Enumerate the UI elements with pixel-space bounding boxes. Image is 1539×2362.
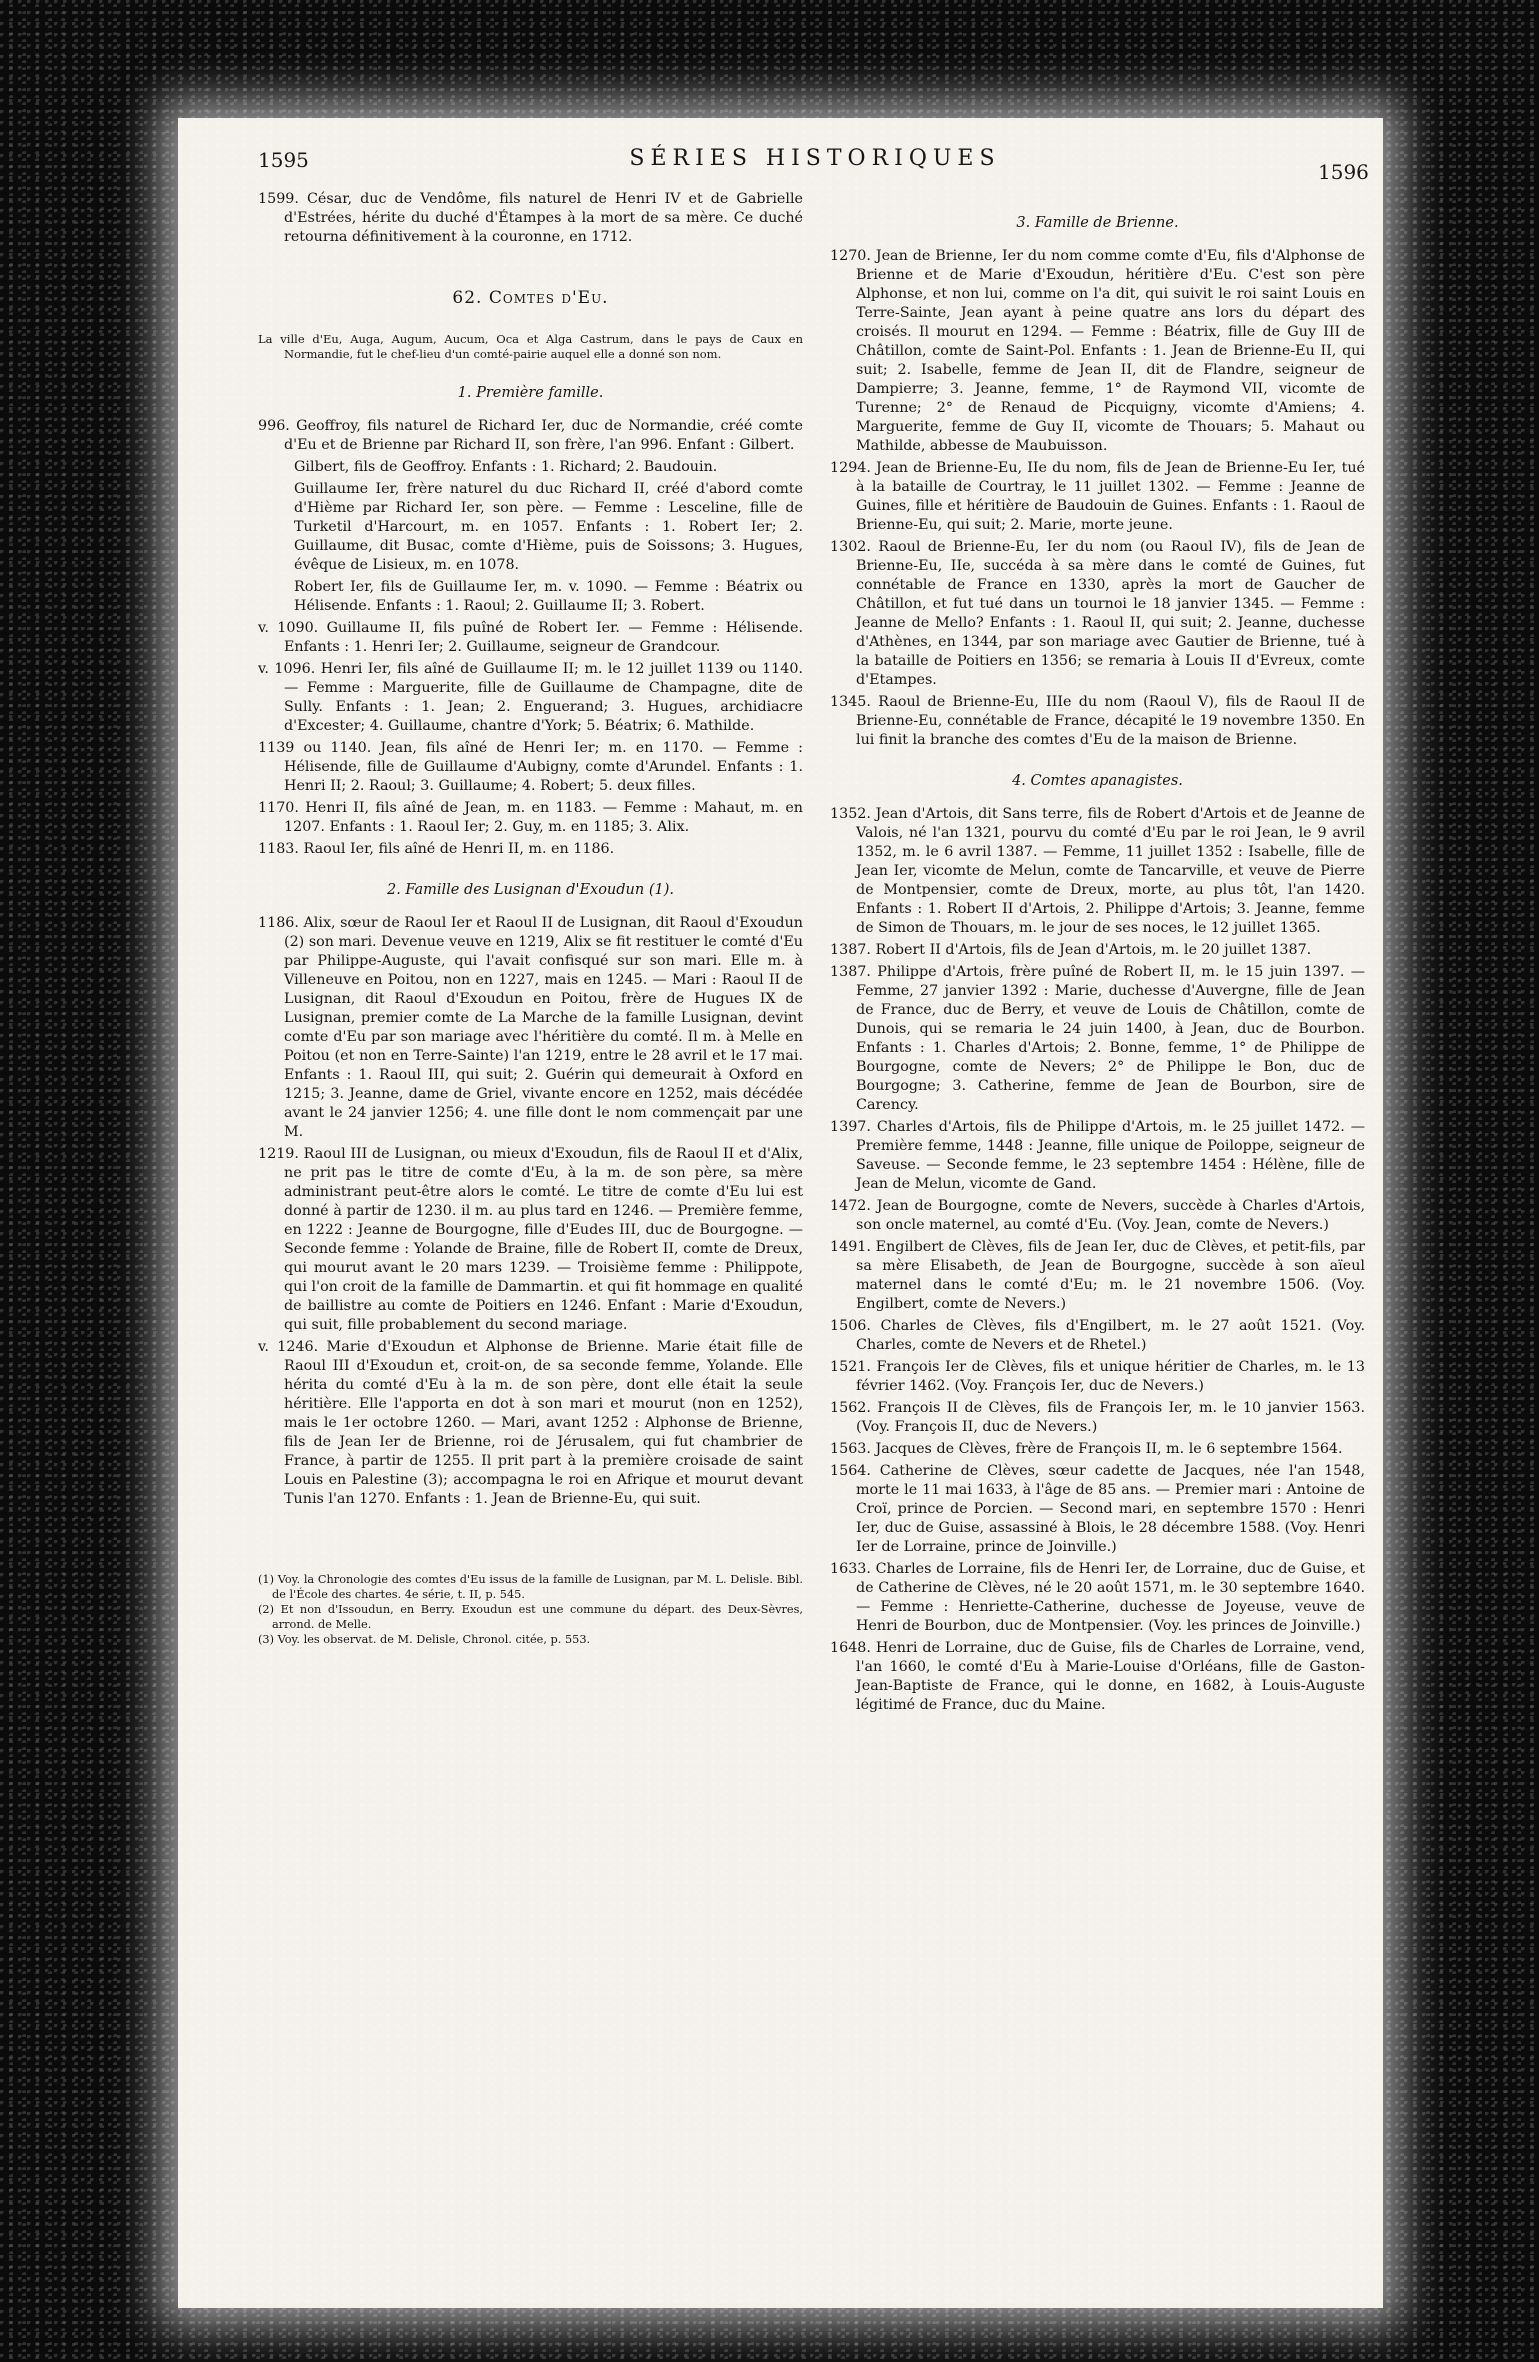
entry: 1387. Robert II d'Artois, fils de Jean d'Artois, m. le 20 juillet 1387. bbox=[830, 942, 1312, 958]
entry: 1387. Philippe d'Artois, frère puîné de Robert II, m. le 15 juin 1397. — Femme, 27 janvier 1392 : Marie, duchesse d'Auvergne, fille de Jean de France, duc de Berry, et veuve de Louis de Châtillon, comte de Dunois, qui se remaria le 24 juin 1400, à Jean, duc de Bourbon. Enfants : 1. Charles d'Artois; 2. Bonne, femme, 1° de Philippe de Bourgogne, comte de Nevers; 2° de Philippe le Bon, duc de Bourgogne; 3. Catherine, femme de Jean de Bourbon, sire de Carency. bbox=[830, 964, 1365, 1113]
family4-title: 4. Comtes apanagistes. bbox=[1012, 773, 1183, 789]
entry: 1562. François II de Clèves, fils de François Ier, m. le 10 janvier 1563. (Voy. François II, duc de Nevers.) bbox=[830, 1400, 1365, 1435]
entry: Robert Ier, fils de Guillaume Ier, m. v. 1090. — Femme : Béatrix ou Hélisende. Enfants : 1. Raoul; 2. Guillaume II; 3. Robert. bbox=[294, 579, 803, 614]
right-column bbox=[830, 214, 1365, 1718]
entry: 1648. Henri de Lorraine, duc de Guise, fils de Charles de Lorraine, vend, l'an 1660, le comté d'Eu à Marie-Louise d'Orléans, fille de Gaston-Jean-Baptiste de France, qui le donne, en 1682, à Louis-Auguste légitimé de France, duc du Maine. bbox=[830, 1640, 1365, 1713]
entry: 1302. Raoul de Brienne-Eu, Ier du nom (ou Raoul IV), fils de Jean de Brienne-Eu, IIe, succéda à sa mère dans le comté de Guines, fut connétable de France en 1330, après la mort de Gaucher de Châtillon, et fut tué dans un tournoi le 18 janvier 1345. — Femme : Jeanne de Mello? Enfants : 1. Raoul II, qui suit; 2. Jeanne, duchesse d'Athènes, en 1344, par son mariage avec Gautier de Brienne, tué à la bataille de Poitiers en 1356; se remaria à Louis II d'Evreux, comte d'Etampes. bbox=[830, 539, 1365, 688]
entry: 1564. Catherine de Clèves, sœur cadette de Jacques, née l'an 1548, morte le 11 mai 1633, à l'âge de 85 ans. — Premier mari : Antoine de Croï, prince de Porcien. — Second mari, en septembre 1570 : Henri Ier, duc de Guise, assassiné à Blois, le 28 décembre 1588. (Voy. Henri Ier de Lorraine, prince de Joinville.) bbox=[830, 1463, 1365, 1555]
entry: 996. Geoffroy, fils naturel de Richard Ier, duc de Normandie, créé comte d'Eu et de Brienne par Richard II, son frère, l'an 996. Enfant : Gilbert. bbox=[258, 418, 803, 453]
entry: v. 1090. Guillaume II, fils puîné de Robert Ier. — Femme : Hélisende. Enfants : 1. Henri Ier; 2. Guillaume, seigneur de Grandcour. bbox=[258, 620, 803, 655]
entry: Guillaume Ier, frère naturel du duc Richard II, créé d'abord comte d'Hième par Richard Ier, son père. — Femme : Lesceline, fille de Turketil d'Harcourt, m. en 1057. Enfants : 1. Robert Ier; 2. Guillaume, dit Busac, comte d'Hième, puis de Soissons; 3. Hugues, évêque de Lisieux, m. en 1078. bbox=[294, 481, 803, 573]
footnotes bbox=[258, 1573, 803, 1648]
entry: 1270. Jean de Brienne, Ier du nom comme comte d'Eu, fils d'Alphonse de Brienne et de Marie d'Exoudun, héritière d'Eu. C'est son père Alphonse, et non lui, comme on l'a dit, qui suivit le roi saint Louis en Terre-Sainte, Jean ayant à peine quatre ans lors du départ des croisés. Il mourut en 1294. — Femme : Béatrix, fille de Guy III de Châtillon, comte de Saint-Pol. Enfants : 1. Jean de Brienne-Eu II, qui suit; 2. Isabelle, femme de Jean II, dit de Flandre, seigneur de Dampierre; 3. Jeanne, femme, 1° de Raymond VII, vicomte de Turenne; 2° de Renaud de Picquigny, vicomte d'Amiens; 4. Marguerite, femme de Guy II, vicomte de Thouars; 5. Mahaut ou Mathilde, abbesse de Maubuisson. bbox=[830, 248, 1365, 454]
footnote: (1) Voy. la Chronologie des comtes d'Eu issus de la famille de Lusignan, par M. L. Delisle. Bibl. de l'École des chartes. 4e série, t. II, p. 545. bbox=[258, 1573, 803, 1601]
family3-title: 3. Famille de Brienne. bbox=[1016, 215, 1179, 231]
entry: Gilbert, fils de Geoffroy. Enfants : 1. Richard; 2. Baudouin. bbox=[294, 459, 718, 475]
entry: 1397. Charles d'Artois, fils de Philippe d'Artois, m. le 25 juillet 1472. — Première femme, 1448 : Jeanne, fille unique de Poiloppe, seigneur de Saveuse. — Seconde femme, le 23 septembre 1454 : Hélène, fille de Jean de Melun, vicomte de Gand. bbox=[830, 1119, 1365, 1192]
entry: 1294. Jean de Brienne-Eu, IIe du nom, fils de Jean de Brienne-Eu Ier, tué à la bataille de Courtray, le 11 juillet 1302. — Femme : Jeanne de Guines, fille et héritière de Baudouin de Guines. Enfants : 1. Raoul de Brienne-Eu, qui suit; 2. Marie, morte jeune. bbox=[830, 460, 1365, 533]
left-column bbox=[258, 190, 803, 1649]
running-title: SÉRIES HISTORIQUES bbox=[629, 146, 1001, 171]
footnote: (3) Voy. les observat. de M. Delisle, Chronol. citée, p. 553. bbox=[258, 1633, 591, 1646]
entry: 1219. Raoul III de Lusignan, ou mieux d'Exoudun, fils de Raoul II et d'Alix, ne prit pas le titre de comte d'Eu, à la m. de son père, sa mère administrant peut-être alors le comté. Le titre de comte d'Eu lui est donné à partir de 1230. il m. au plus tard en 1246. — Première femme, en 1222 : Jeanne de Bourgogne, fille d'Eudes III, duc de Bourgogne. — Seconde femme : Yolande de Braine, fille de Robert II, comte de Dreux, qui mourut avant le 20 mars 1239. — Troisième femme : Philippote, qui l'on croit de la famille de Dammartin. et qui fit hommage en qualité de baillistre au comte de Poitiers en 1246. Enfant : Marie d'Exoudun, qui suit, fille probablement du second mariage. bbox=[258, 1146, 803, 1333]
entry: 1563. Jacques de Clèves, frère de François II, m. le 6 septembre 1564. bbox=[830, 1441, 1343, 1457]
lead-entry: 1599. César, duc de Vendôme, fils naturel de Henri IV et de Gabrielle d'Estrées, hérite du duché d'Étampes à la mort de sa mère. Ce duché retourna définitivement à la couronne, en 1712. bbox=[258, 191, 803, 245]
entry: 1521. François Ier de Clèves, fils et unique héritier de Charles, m. le 13 février 1462. (Voy. François Ier, duc de Nevers.) bbox=[830, 1359, 1365, 1394]
family2-title: 2. Famille des Lusignan d'Exoudun (1). bbox=[386, 882, 674, 898]
entry: 1352. Jean d'Artois, dit Sans terre, fils de Robert d'Artois et de Jeanne de Valois, né l'an 1321, pourvu du comté d'Eu par le roi Jean, le 9 avril 1352, m. le 6 avril 1387. — Femme, 11 juillet 1352 : Isabelle, fille de Jean Ier, vicomte de Melun, comte de Tancarville, et veuve de Pierre de Montpensier, comte de Dreux, morte, au plus tôt, l'an 1420. Enfants : 1. Robert II d'Artois, 2. Philippe d'Artois; 3. Jeanne, femme de Simon de Thouars, m. le jour de ses noces, le 12 juillet 1365. bbox=[830, 806, 1365, 936]
entry: 1633. Charles de Lorraine, fils de Henri Ier, de Lorraine, duc de Guise, et de Catherine de Clèves, né le 20 août 1571, m. le 30 septembre 1640. — Femme : Henriette-Catherine, duchesse de Joyeuse, veuve de Henri de Bourbon, duc de Montpensier. (Voy. les princes de Joinville.) bbox=[830, 1561, 1365, 1634]
right-page-number: 1596 bbox=[1318, 160, 1369, 184]
entry: 1345. Raoul de Brienne-Eu, IIIe du nom (Raoul V), fils de Raoul II de Brienne-Eu, connétable de France, décapité le 19 novembre 1350. En lui finit la branche des comtes d'Eu de la maison de Brienne. bbox=[830, 694, 1365, 748]
left-page-number: 1595 bbox=[258, 148, 309, 172]
entry: v. 1246. Marie d'Exoudun et Alphonse de Brienne. Marie était fille de Raoul III d'Exoudun et, croit-on, de sa seconde femme, Yolande. Elle hérita du comté d'Eu à la m. de son père, dont elle était la seule héritière. Elle l'apporta en dot à son mari et mourut (non en 1252), mais le 1er octobre 1260. — Mari, avant 1252 : Alphonse de Brienne, fils de Jean Ier de Brienne, roi de Jérusalem, qui fut chambrier de France, à partir de 1255. Il prit part à la première croisade de saint Louis en Palestine (3); accompagna le roi en Afrique et mourut devant Tunis l'an 1270. Enfants : 1. Jean de Brienne-Eu, qui suit. bbox=[258, 1339, 803, 1507]
family1-title: 1. Première famille. bbox=[457, 385, 604, 401]
entry: 1491. Engilbert de Clèves, fils de Jean Ier, duc de Clèves, et petit-fils, par sa mère Elisabeth, de Jean de Bourgogne, succède à son aïeul maternel dans le comté d'Eu; m. le 21 novembre 1506. (Voy. Engilbert, comte de Nevers.) bbox=[830, 1239, 1365, 1312]
entry: 1170. Henri II, fils aîné de Jean, m. en 1183. — Femme : Mahaut, m. en 1207. Enfants : 1. Raoul Ier; 2. Guy, m. en 1185; 3. Alix. bbox=[258, 800, 803, 835]
section-title: 62. Comtes d'Eu. bbox=[452, 288, 609, 308]
section-intro: La ville d'Eu, Auga, Augum, Aucum, Oca et Alga Castrum, dans le pays de Caux en Normandie, fut le chef-lieu d'un comté-pairie auquel elle a donné son nom. bbox=[258, 332, 803, 361]
entry: 1506. Charles de Clèves, fils d'Engilbert, m. le 27 août 1521. (Voy. Charles, comte de Nevers et de Rhetel.) bbox=[830, 1318, 1365, 1353]
entry: v. 1096. Henri Ier, fils aîné de Guillaume II; m. le 12 juillet 1139 ou 1140. — Femme : Marguerite, fille de Guillaume de Champagne, dite de Sully. Enfants : 1. Jean; 2. Enguerand; 3. Hugues, archidiacre d'Excester; 4. Guillaume, chantre d'York; 5. Béatrix; 6. Mathilde. bbox=[258, 661, 803, 734]
entry: 1183. Raoul Ier, fils aîné de Henri II, m. en 1186. bbox=[258, 841, 615, 857]
footnote: (2) Et non d'Issoudun, en Berry. Exoudun est une commune du départ. des Deux-Sèvres, arrond. de Melle. bbox=[258, 1603, 803, 1631]
entry: 1186. Alix, sœur de Raoul Ier et Raoul II de Lusignan, dit Raoul d'Exoudun (2) son mari. Devenue veuve en 1219, Alix se fit restituer le comté d'Eu par Philippe-Auguste, qui l'avait confisqué sur son mari. Elle m. à Villeneuve en Poitou, non en 1227, mais en 1245. — Mari : Raoul II de Lusignan, dit Raoul d'Exoudun en Poitou, frère de Hugues IX de Lusignan, premier comte de La Marche de la famille Lusignan, devint comte d'Eu par son mariage avec l'héritière du comté. Il m. à Melle en Poitou (et non en Terre-Sainte) l'an 1219, entre le 28 avril et le 17 mai. Enfants : 1. Raoul III, qui suit; 2. Guérin qui demeurait à Oxford en 1215; 3. Jeanne, dame de Griel, vivante encore en 1252, mais décédée avant le 24 janvier 1256; 4. une fille dont le nom commençait par une M. bbox=[258, 915, 803, 1140]
entry: 1139 ou 1140. Jean, fils aîné de Henri Ier; m. en 1170. — Femme : Hélisende, fille de Guillaume d'Aubigny, comte d'Arundel. Enfants : 1. Henri II; 2. Raoul; 3. Guillaume; 4. Robert; 5. deux filles. bbox=[258, 740, 803, 794]
entry: 1472. Jean de Bourgogne, comte de Nevers, succède à Charles d'Artois, son oncle maternel, au comté d'Eu. (Voy. Jean, comte de Nevers.) bbox=[830, 1198, 1365, 1233]
